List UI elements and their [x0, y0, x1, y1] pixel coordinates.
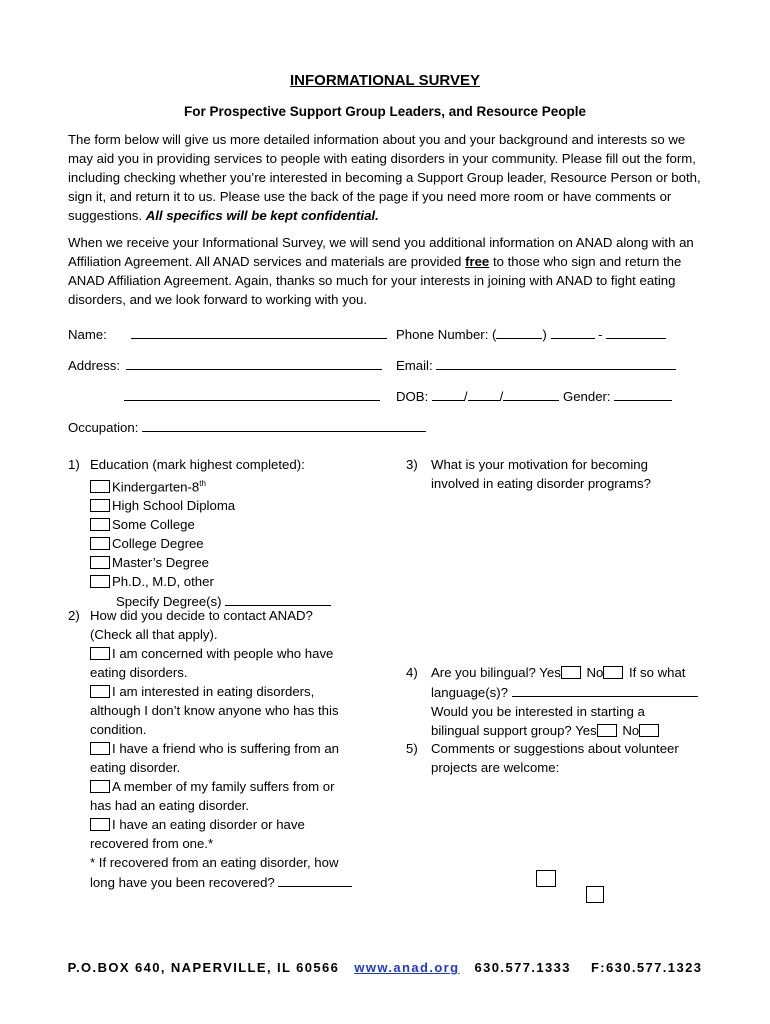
- no-label: No: [586, 665, 604, 680]
- q2-option-1: I am concerned with people who have: [90, 644, 388, 663]
- dob-day-field[interactable]: [468, 386, 500, 401]
- checkbox[interactable]: [90, 685, 110, 698]
- q4-line-2: language(s)?: [431, 682, 726, 702]
- q2-sub: (Check all that apply).: [90, 627, 218, 642]
- intro-text-2a: When we receive your Informational Survey, we will send you additional information on ANAD along with an Affiliation Agreement. All ANAD services and materials are provided: [68, 235, 694, 269]
- phone-line-field[interactable]: [606, 324, 666, 339]
- dob-year-field[interactable]: [503, 386, 559, 401]
- q2-option-3: I have a friend who is suffering from an: [90, 739, 388, 758]
- q2-option-2-cont: although I don’t know anyone who has this: [90, 703, 339, 718]
- intro-paragraph-2: [68, 233, 708, 309]
- q4-number: 4): [406, 665, 418, 680]
- recovery-duration-field[interactable]: [278, 872, 352, 887]
- intro-text-1: The form below will give us more detailed information about you and your background and interests so we may aid you in providing services to people with eating disorders in your community. Please fill out the form, including checking whether you’re interested in becoming a Support Group leader, Resource Person or both, sign it, and return it to us. Please use the back of the page if you need more room or have comments or suggestions.: [68, 132, 701, 223]
- q1-option-5: Ph.D., M.D, other: [90, 572, 388, 591]
- q1-option-4: Master’s Degree: [90, 553, 388, 572]
- checkbox[interactable]: [90, 742, 110, 755]
- gender-field[interactable]: [614, 386, 672, 401]
- page-subtitle: For Prospective Support Group Leaders, and Resource People: [183, 104, 587, 119]
- q1-label: Education (mark highest completed):: [90, 457, 305, 472]
- address-field-1[interactable]: [126, 355, 382, 370]
- occupation-row: [68, 417, 426, 437]
- q1-number: 1): [68, 457, 80, 472]
- dob-row: [396, 386, 672, 406]
- bilingual-yes-checkbox[interactable]: [561, 666, 581, 679]
- q2-option-5: I have an eating disorder or have: [90, 815, 388, 834]
- q2-number: 2): [68, 608, 80, 623]
- email-field[interactable]: [436, 355, 676, 370]
- question-3: [406, 455, 726, 493]
- intro-text-2b: to those who sign and return the ANAD Affiliation Agreement. Again, thanks so much for your interests in joining with ANAD to fight eating disorders, and we look forward to working with you.: [68, 254, 682, 307]
- footer-address: P.O.BOX 640, NAPERVILLE, IL 60566: [67, 960, 340, 975]
- page-title: INFORMATIONAL SURVEY: [289, 72, 480, 89]
- intro-paragraph-1: [68, 130, 708, 225]
- specify-degree-field[interactable]: [225, 591, 331, 606]
- question-4: [406, 663, 726, 740]
- yes-label: Yes: [539, 665, 561, 680]
- address-row: [68, 355, 382, 375]
- q5-line-2: projects are welcome:: [431, 760, 560, 775]
- resource-person-checkbox[interactable]: [586, 886, 604, 903]
- checkbox[interactable]: [90, 780, 110, 793]
- question-5: [406, 739, 726, 777]
- confidential-note: All specifics will be kept confidential.: [145, 208, 379, 223]
- q2-option-4-cont: has had an eating disorder.: [90, 798, 250, 813]
- dob-sep-1: /: [463, 389, 468, 404]
- footer-website-link[interactable]: www.anad.org: [354, 960, 460, 975]
- checkbox[interactable]: [90, 537, 110, 550]
- checkbox[interactable]: [90, 818, 110, 831]
- q3-number: 3): [406, 457, 418, 472]
- yes-label: Yes: [575, 723, 597, 738]
- name-field[interactable]: [131, 324, 387, 339]
- address-label: Address:: [68, 358, 121, 373]
- gender-label: Gender:: [562, 389, 611, 404]
- phone-paren: ): [542, 327, 547, 342]
- checkbox[interactable]: [90, 575, 110, 588]
- support-group-leader-checkbox[interactable]: [536, 870, 556, 887]
- dob-sep-2: /: [499, 389, 504, 404]
- footer-fax: F:630.577.1323: [590, 960, 703, 975]
- checkbox[interactable]: [90, 647, 110, 660]
- q3-line-1: What is your motivation for becoming: [431, 457, 648, 472]
- support-group-no-checkbox[interactable]: [639, 724, 659, 737]
- no-label: No: [622, 723, 640, 738]
- q4-line-1: Are you bilingual? Yes No If so what: [431, 665, 686, 680]
- phone-prefix-field[interactable]: [551, 324, 595, 339]
- free-emphasis: free: [465, 254, 490, 269]
- q1-option-2: Some College: [90, 515, 388, 534]
- phone-dash: -: [598, 327, 603, 342]
- phone-area-field[interactable]: [496, 324, 542, 339]
- checkbox[interactable]: [90, 518, 110, 531]
- q1-option-3: College Degree: [90, 534, 388, 553]
- address-row-2: [124, 386, 380, 406]
- name-label: Name:: [68, 327, 107, 342]
- q2-option-2-cont2: condition.: [90, 722, 147, 737]
- q5-number: 5): [406, 741, 418, 756]
- email-row: [396, 355, 676, 375]
- phone-row: [396, 324, 666, 344]
- q3-line-2: involved in eating disorder programs?: [431, 476, 651, 491]
- question-2: [68, 606, 388, 892]
- occupation-field[interactable]: [142, 417, 426, 432]
- q2-option-3-cont: eating disorder.: [90, 760, 181, 775]
- occupation-label: Occupation:: [68, 420, 139, 435]
- checkbox[interactable]: [90, 499, 110, 512]
- name-row: [68, 324, 387, 344]
- q1-option-0: Kindergarten-8th: [90, 474, 388, 496]
- dob-label: DOB:: [396, 389, 429, 404]
- q4-line-3: Would you be interested in starting a: [431, 704, 645, 719]
- q2-note-cont: long have you been recovered?: [90, 872, 388, 892]
- support-group-yes-checkbox[interactable]: [597, 724, 617, 737]
- language-field[interactable]: [512, 682, 698, 697]
- checkbox[interactable]: [90, 480, 110, 493]
- footer-phone: 630.577.1333: [474, 960, 571, 975]
- q2-option-5-cont: recovered from one.*: [90, 836, 214, 851]
- q2-note: * If recovered from an eating disorder, how: [90, 855, 339, 870]
- q2-option-2: I am interested in eating disorders,: [90, 682, 388, 701]
- q2-option-1-cont: eating disorders.: [90, 665, 188, 680]
- q5-line-1: Comments or suggestions about volunteer: [431, 741, 679, 756]
- question-1: [68, 455, 388, 611]
- phone-label: Phone Number: (: [396, 327, 497, 342]
- footer: [0, 960, 770, 975]
- email-label: Email:: [396, 358, 433, 373]
- superscript: th: [199, 479, 206, 488]
- address-field-2[interactable]: [124, 386, 380, 401]
- bilingual-no-checkbox[interactable]: [603, 666, 623, 679]
- q1-option-1: High School Diploma: [90, 496, 388, 515]
- q4-line-4: bilingual support group? Yes No: [431, 721, 726, 740]
- dob-month-field[interactable]: [432, 386, 464, 401]
- q2-label: How did you decide to contact ANAD?: [90, 608, 313, 623]
- checkbox[interactable]: [90, 556, 110, 569]
- specify-label: Specify Degree(s): [116, 594, 222, 610]
- q2-option-4: A member of my family suffers from or: [90, 777, 388, 796]
